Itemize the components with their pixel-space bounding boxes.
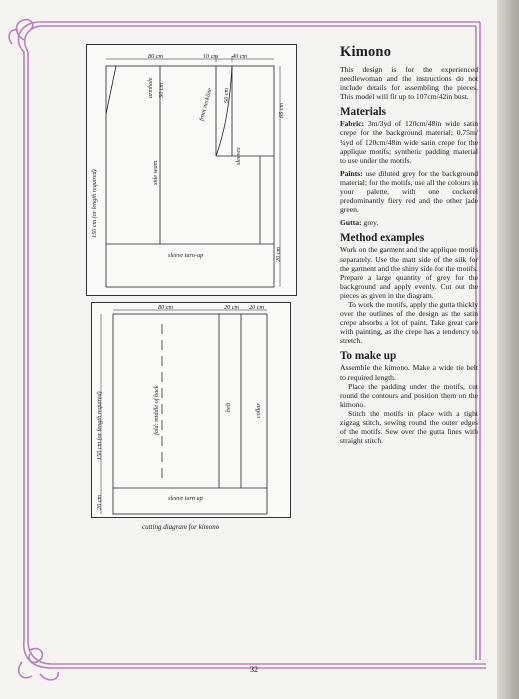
gutta-paragraph	[340, 218, 478, 227]
make-paragraph-2: Place the padding under the motifs, cut round the contours and position them on the kimono.	[340, 381, 478, 409]
bottom-dim-20b: 20 cm	[249, 304, 264, 311]
fabric-paragraph	[340, 119, 478, 164]
materials-heading: Materials	[340, 106, 386, 119]
article-title: Kimono	[340, 44, 392, 60]
page-number: 32	[250, 665, 258, 674]
label-front-neckline: front neckline	[198, 87, 214, 122]
article-intro: This design is for the experienced needlewoman and the instructions do not include details for assembling the pieces. This model will fit up to 107cm/42in bust.	[340, 65, 478, 102]
make-paragraph-1: Assemble the kimono. Make a wide tie belt to required length.	[340, 363, 478, 382]
label-150cm-bottom: 150 cm (or length required)	[96, 391, 103, 460]
article-column	[340, 44, 478, 445]
label-30cm: 30 cm	[158, 83, 165, 98]
diagram-caption: cutting diagram for kimono	[142, 523, 220, 531]
fabric-label: Fabric:	[340, 119, 365, 129]
label-20cm-bottom: 20 cm	[96, 495, 103, 510]
label-65cm: 65 cm	[278, 103, 285, 118]
make-paragraph-3: Stitch the motifs in place with a tight zigzag stitch, sewing round the outer edges of the motifs. Sew over the gutta lines with straight stitch.	[340, 408, 478, 446]
label-fold: fold: middle of back	[153, 385, 160, 435]
top-dim-10: 10 cm	[203, 53, 218, 60]
paints-label: Paints:	[340, 168, 363, 178]
bottom-dim-20a: 20 cm	[224, 304, 239, 311]
paints-paragraph	[340, 169, 478, 214]
label-belt: belt	[225, 402, 232, 412]
label-side-seam: side seam	[152, 160, 159, 185]
label-sleeve-turnup-bottom: sleeve turn up	[168, 495, 203, 502]
paints-text: use diluted grey for the background material; for the motifs, use all the colours in your palette, with one cockerel predominantly fiery red and the other jade green.	[340, 168, 478, 215]
label-sleeves: sleeves	[235, 147, 242, 165]
top-dim-80: 80 cm	[148, 53, 163, 60]
method-paragraph-2: To work the motifs, apply the gutta thickly over the outlines of the design as the satin crepe absorbs a lot of paint. Take great care with painting, as the crepe has a tendency to stretch.	[340, 299, 478, 346]
top-dim-40: 40 cm	[232, 53, 247, 60]
fabric-text: 3m/3yd of 120cm/48in wide satin crepe for the background material; 0.75m/¾yd of 120cm/48in wide satin crepe for the applique motifs; synthetic padding material to use under the motifs.	[340, 119, 478, 165]
gutta-text: grey.	[363, 218, 379, 228]
label-collar: collar	[255, 403, 262, 418]
label-sleeve-turnup-top: sleeve turn-up	[168, 252, 204, 259]
gutta-label: Gutta:	[340, 218, 362, 228]
label-150cm-top: 150 cm (or length required)	[91, 169, 98, 238]
label-50cm: 50 cm	[223, 88, 230, 103]
bottom-dim-80: 80 cm	[158, 304, 173, 311]
method-paragraph-1: Work on the garment and the applique motifs separately. Use the matt side of the silk for the garment and the shiny side for the motifs. Prepare a large quantity of grey for the background and apply evenly. Cut out the pieces as given in the diagram.	[340, 245, 478, 300]
label-armhole: armhole	[147, 77, 154, 98]
method-heading: Method examples	[340, 232, 425, 245]
make-up-heading: To make up	[340, 350, 397, 363]
label-20cm-top: 20 cm	[275, 247, 282, 262]
